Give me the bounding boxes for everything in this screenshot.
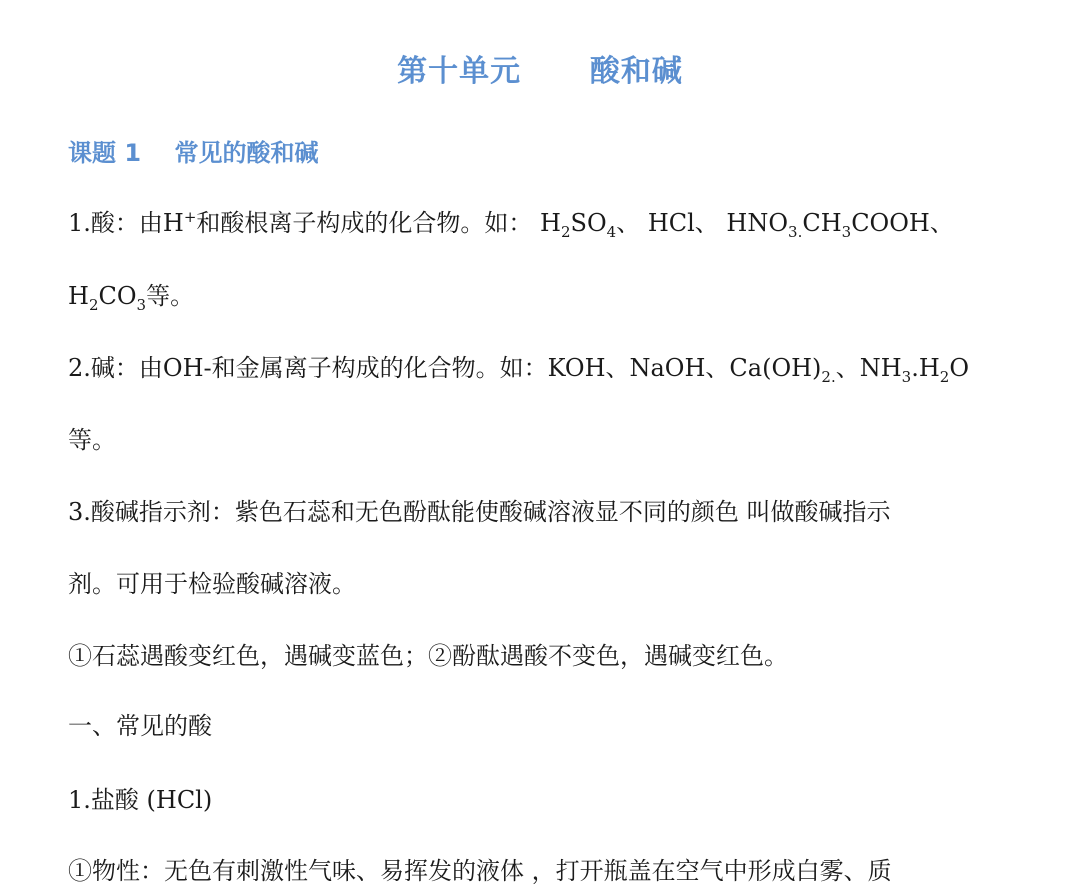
lesson-heading: 课题 1 常见的酸和碱 — [68, 139, 319, 167]
dot-h-text: .H — [911, 354, 940, 382]
acid-definition-line — [68, 207, 954, 239]
base-lead: 2.碱：由OH-和金属离子构成的化合物。如：KOH、NaOH、Ca(OH) — [68, 354, 822, 382]
acid-lead: 1.酸：由H — [68, 209, 184, 237]
section-heading-acids: 一、常见的酸 — [68, 712, 212, 740]
base-definition-continuation: 等。 — [68, 426, 116, 454]
acid-list: 、 HCl、 HNO — [616, 209, 789, 237]
base-definition-line — [68, 352, 969, 384]
h2so4-subscript: 2 — [560, 222, 571, 241]
indicator-definition-line: 3.酸碱指示剂：紫色石蕊和无色酚酞能使酸碱溶液显不同的颜色 叫做酸碱指示 — [68, 498, 891, 526]
acid-middle: 和酸根离子构成的化合物。如： H — [196, 209, 561, 237]
hno3-subscript: 3. — [788, 222, 803, 241]
h2co3-h: H — [68, 282, 89, 310]
h-plus-superscript: + — [183, 208, 197, 226]
acid-definition-continuation — [68, 280, 194, 312]
co3-subscript: 3 — [136, 295, 147, 314]
indicator-definition-continuation: 剂。可用于检验酸碱溶液。 — [68, 570, 356, 598]
h2o-subscript: 2 — [939, 367, 950, 386]
so4-subscript: 4 — [606, 222, 617, 241]
cooh-text: COOH、 — [851, 209, 954, 237]
o-text: O — [949, 354, 970, 382]
caoh2-subscript: 2. — [821, 367, 836, 386]
nh3-subscript: 3 — [901, 367, 912, 386]
indicator-note: ①石蕊遇酸变红色，遇碱变蓝色；②酚酞遇酸不变色，遇碱变红色。 — [68, 642, 788, 670]
co-text: CO — [98, 282, 137, 310]
unit-title: 第十单元 酸和碱 — [397, 54, 683, 89]
hcl-physical-property: ①物性：无色有刺激性气味、易挥发的液体 ，打开瓶盖在空气中形成白雾、质 — [68, 857, 892, 885]
ch3-text: CH — [802, 209, 842, 237]
so4-text: SO — [570, 209, 607, 237]
hcl-heading: 1.盐酸 (HCl) — [68, 786, 213, 814]
ch3-subscript: 3 — [841, 222, 852, 241]
h2co3-subscript: 2 — [88, 295, 99, 314]
nh-text: 、NH — [835, 354, 902, 382]
acid-end: 等。 — [146, 282, 195, 310]
